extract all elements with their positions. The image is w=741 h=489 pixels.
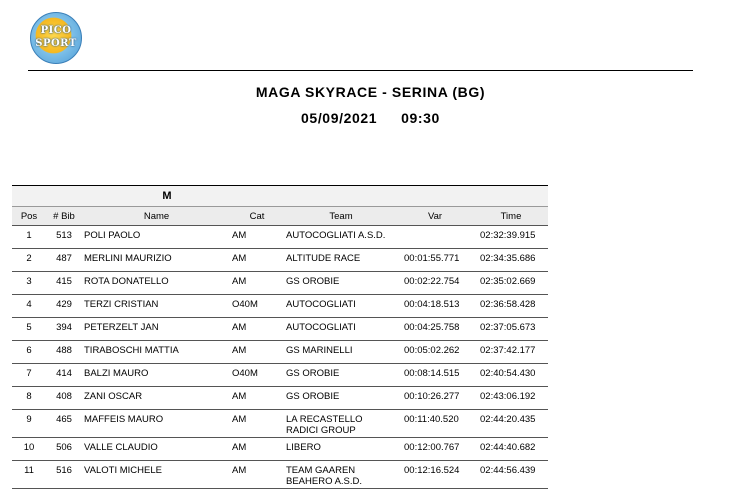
table-row [12, 386, 548, 409]
cell-cat: AM [232, 253, 247, 264]
cell-cat: O40M [232, 299, 258, 310]
cell-name: BALZI MAURO [84, 368, 149, 379]
table-body [12, 225, 548, 489]
table-row [12, 248, 548, 271]
cell-pos: 8 [26, 391, 32, 402]
table-row [12, 460, 548, 489]
cell-cat: AM [232, 414, 247, 425]
cell-team-line1: AUTOCOGLIATI [286, 299, 356, 310]
cell-time: 02:35:02.669 [480, 276, 536, 287]
cell-cat: AM [232, 442, 247, 453]
cell-time: 02:32:39.915 [480, 230, 536, 241]
cell-pos: 3 [26, 276, 32, 287]
col-header-pos: Pos [20, 211, 38, 222]
col-header-time: Time [500, 211, 522, 222]
table-row [12, 363, 548, 386]
cell-bib: 506 [56, 442, 72, 453]
logo-text-line1: PICO [40, 25, 72, 36]
cell-team [286, 465, 362, 487]
cell-bib: 516 [56, 465, 72, 476]
cell-team-line1: LA RECASTELLO [286, 414, 363, 425]
cell-time: 02:44:40.682 [480, 442, 536, 453]
header-divider [28, 70, 693, 71]
cell-name: VALOTI MICHELE [84, 465, 162, 476]
results-table [12, 185, 548, 489]
cell-team-line1: AUTOCOGLIATI [286, 322, 356, 333]
cell-bib: 488 [56, 345, 72, 356]
table-row [12, 409, 548, 437]
cell-pos: 5 [26, 322, 32, 333]
cell-name: PETERZELT JAN [84, 322, 159, 333]
cell-name: POLI PAOLO [84, 230, 141, 241]
cell-pos: 9 [26, 414, 32, 425]
cell-team [286, 442, 321, 453]
cell-pos: 6 [26, 345, 32, 356]
cell-team [286, 414, 363, 436]
cell-team-line1: GS MARINELLI [286, 345, 353, 356]
cell-team-line1: GS OROBIE [286, 391, 340, 402]
cell-var: 00:12:16.524 [404, 465, 460, 476]
col-header-team: Team [329, 211, 353, 222]
col-header-cat: Cat [249, 211, 265, 222]
category-header [12, 185, 548, 206]
cell-team-line1: AUTOCOGLIATI A.S.D. [286, 230, 386, 241]
cell-bib: 415 [56, 276, 72, 287]
cell-pos: 11 [24, 465, 34, 476]
cell-name: TIRABOSCHI MATTIA [84, 345, 179, 356]
cell-team [286, 299, 356, 310]
cell-name: MAFFEIS MAURO [84, 414, 164, 425]
cell-name: MERLINI MAURIZIO [84, 253, 172, 264]
race-datetime [0, 110, 741, 126]
cell-team-line1: GS OROBIE [286, 368, 340, 379]
cell-pos: 4 [26, 299, 32, 310]
cell-bib: 429 [56, 299, 72, 310]
col-header-bib: # Bib [53, 211, 75, 222]
cell-pos: 2 [26, 253, 32, 264]
cell-time: 02:34:35.686 [480, 253, 536, 264]
cell-name: TERZI CRISTIAN [84, 299, 159, 310]
cell-var: 00:10:26.277 [404, 391, 460, 402]
cell-var: 00:04:25.758 [404, 322, 460, 333]
cell-bib: 465 [56, 414, 72, 425]
cell-bib: 513 [56, 230, 72, 241]
cell-time: 02:37:42.177 [480, 345, 536, 356]
table-row [12, 340, 548, 363]
cell-cat: AM [232, 276, 247, 287]
cell-team [286, 322, 356, 333]
cell-team [286, 345, 353, 356]
table-row [12, 225, 548, 248]
cell-cat: O40M [232, 368, 258, 379]
cell-bib: 414 [56, 368, 72, 379]
cell-pos: 7 [26, 368, 32, 379]
category-label: M [162, 190, 172, 202]
cell-var: 00:12:00.767 [404, 442, 460, 453]
cell-var: 00:05:02.262 [404, 345, 460, 356]
race-time: 09:30 [401, 110, 440, 126]
cell-time: 02:44:20.435 [480, 414, 536, 425]
cell-cat: AM [232, 391, 247, 402]
cell-team [286, 368, 339, 379]
cell-time: 02:43:06.192 [480, 391, 536, 402]
cell-var: 00:02:22.754 [404, 276, 460, 287]
table-row [12, 271, 548, 294]
cell-team-line1: GS OROBIE [286, 276, 340, 287]
cell-var: 00:01:55.771 [404, 253, 460, 264]
cell-time: 02:36:58.428 [480, 299, 536, 310]
cell-var: 00:11:40.520 [404, 414, 459, 425]
column-header-row [12, 206, 548, 225]
cell-team-line1: ALTITUDE RACE [286, 253, 361, 264]
table-row [12, 437, 548, 460]
cell-var: 00:04:18.513 [404, 299, 460, 310]
cell-team [286, 391, 339, 402]
col-header-name: Name [143, 211, 170, 222]
cell-name: ROTA DONATELLO [84, 276, 169, 287]
cell-name: VALLE CLAUDIO [84, 442, 158, 453]
cell-cat: AM [232, 230, 247, 241]
cell-pos: 10 [23, 442, 35, 453]
cell-bib: 408 [56, 391, 72, 402]
cell-var: 00:08:14.515 [404, 368, 460, 379]
cell-team [286, 230, 385, 241]
table-row [12, 294, 548, 317]
logo-text-line2: SPORT [35, 38, 77, 49]
cell-team-line1: TEAM GAAREN [286, 465, 356, 476]
cell-team [286, 253, 360, 264]
cell-team-line2: BEAHERO A.S.D. [286, 476, 363, 487]
cell-time: 02:44:56.439 [480, 465, 536, 476]
pico-sport-logo [30, 12, 82, 64]
cell-bib: 394 [56, 322, 72, 333]
col-header-var: Var [427, 211, 443, 222]
cell-cat: AM [232, 345, 247, 356]
cell-pos: 1 [26, 230, 32, 241]
cell-cat: AM [232, 465, 247, 476]
race-title: MAGA SKYRACE - SERINA (BG) [255, 84, 486, 100]
race-date: 05/09/2021 [301, 110, 378, 126]
cell-bib: 487 [56, 253, 72, 264]
cell-team [286, 276, 339, 287]
cell-team-line1: LIBERO [286, 442, 321, 453]
cell-time: 02:40:54.430 [480, 368, 536, 379]
table-row [12, 317, 548, 340]
cell-team-line2: RADICI GROUP [286, 425, 356, 436]
cell-name: ZANI OSCAR [84, 391, 143, 402]
cell-time: 02:37:05.673 [480, 322, 536, 333]
cell-cat: AM [232, 322, 247, 333]
